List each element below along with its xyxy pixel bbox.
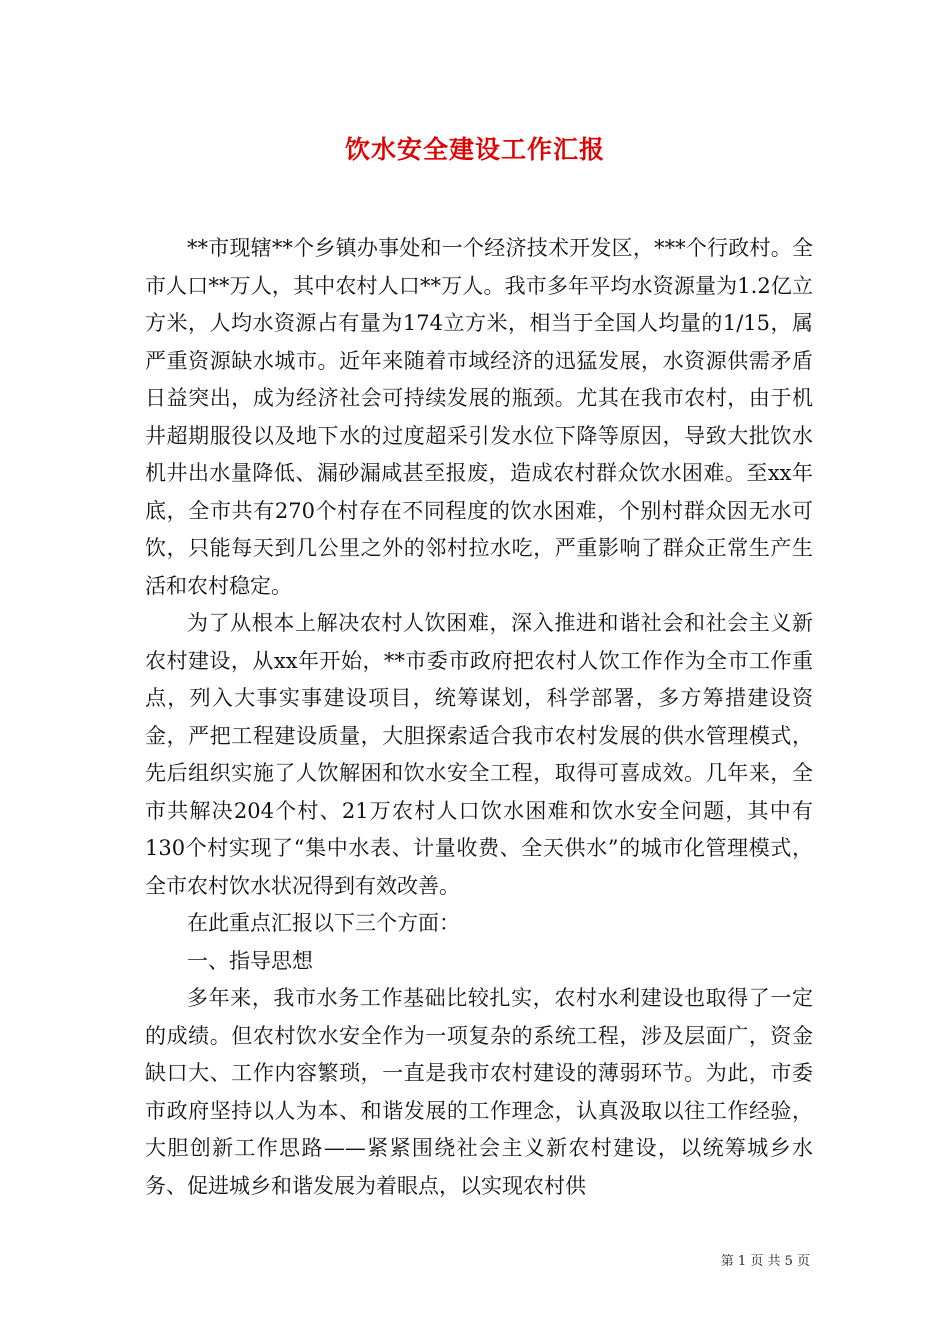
page-number: 第 1 页 共 5 页 xyxy=(720,1254,810,1269)
paragraph: 在此重点汇报以下三个方面： xyxy=(187,911,460,935)
document-title: 饮水安全建设工作汇报 xyxy=(344,135,605,164)
paragraph: **市现辖**个乡镇办事处和一个经济技术开发区，***个行政村。全市人口**万人，其中农村人口**万人。我市多年平均水资源量为1.2亿立方米，人均水资源占有量为174立方米，相当于全国人均量的1/15，属严重资源缺水城市。近年来随着市域经济的迅猛发展，水资源供需矛盾日益突出，成为经济社会可持续发展的瓶颈。尤其在我市农村，由于机井超期服役以及地下水的过度超采引发水位下降等原因，导致大批饮水机井出水量降低、漏砂漏咸甚至报废，造成农村群众饮水困难。至xx年底，全市共有270个村存在不同程度的饮水困难，个别村群众因无水可饮，只能每天到几公里之外的邻村拉水吃，严重影响了群众正常生产生活和农村稳定。 xyxy=(145,236,813,598)
section-heading: 一、指导思想 xyxy=(187,948,313,973)
document-body xyxy=(145,230,813,1205)
paragraph: 多年来，我市水务工作基础比较扎实，农村水利建设也取得了一定的成绩。但农村饮水安全作为一项复杂的系统工程，涉及层面广，资金缺口大、工作内容繁琐，一直是我市农村建设的薄弱环节。为此，市委市政府坚持以人为本、和谐发展的工作理念，认真汲取以往工作经验，大胆创新工作思路——紧紧围绕社会主义新农村建设，以统筹城乡水务、促进城乡和谐发展为着眼点，以实现农村供 xyxy=(145,986,813,1198)
paragraph: 为了从根本上解决农村人饮困难，深入推进和谐社会和社会主义新农村建设，从xx年开始，**市委市政府把农村人饮工作作为全市工作重点，列入大事实事建设项目，统筹谋划，科学部署，多方筹措建设资金，严把工程建设质量，大胆探索适合我市农村发展的供水管理模式，先后组织实施了人饮解困和饮水安全工程，取得可喜成效。几年来，全市共解决204个村、21万农村人口饮水困难和饮水安全问题，其中有130个村实现了“集中水表、计量收费、全天供水”的城市化管理模式，全市农村饮水状况得到有效改善。 xyxy=(145,611,813,898)
